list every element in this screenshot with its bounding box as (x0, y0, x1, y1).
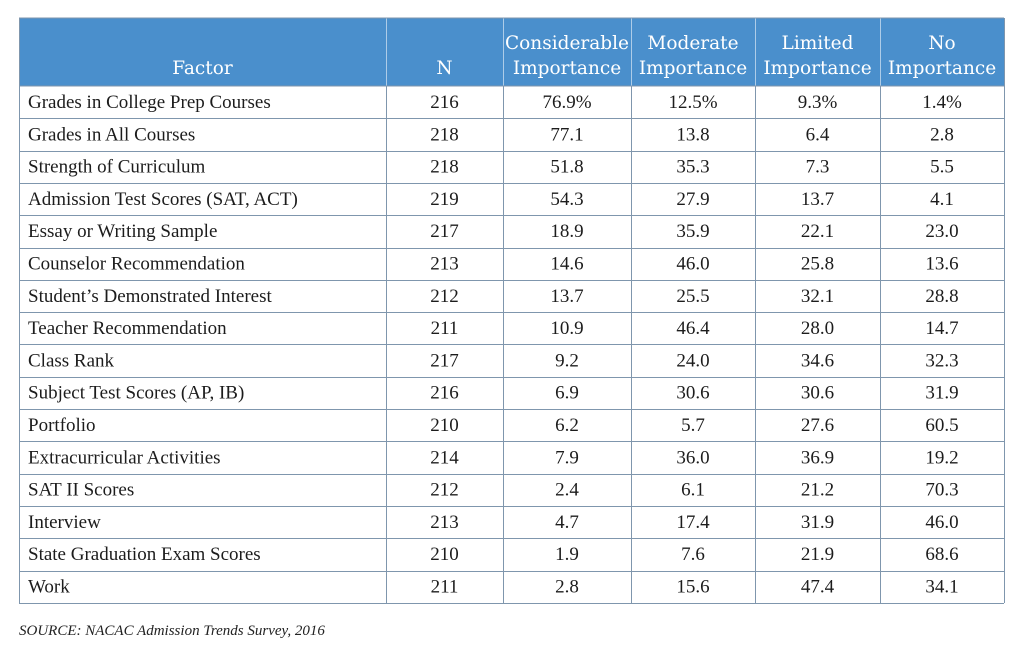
cell-n: 210 (430, 544, 459, 566)
factor-label: Interview (28, 511, 101, 533)
factor-label: Essay or Writing Sample (28, 221, 218, 243)
table-row (28, 480, 959, 501)
factor-label: Admission Test Scores (SAT, ACT) (28, 188, 298, 210)
cell-limited: 7.3 (805, 156, 830, 178)
cell-moderate: 15.6 (676, 576, 710, 598)
cell-considerable: 77.1 (550, 124, 584, 146)
column-header-moderate-line-1: Moderate (647, 33, 739, 54)
cell-n: 213 (430, 253, 459, 275)
cell-moderate: 36.0 (676, 447, 710, 469)
cell-moderate: 46.0 (676, 253, 710, 275)
cell-considerable: 9.2 (555, 350, 579, 372)
column-header-limited-line-1: Limited (781, 33, 854, 54)
factor-label: SAT II Scores (28, 479, 135, 501)
cell-none: 4.1 (930, 188, 954, 210)
column-header-considerable-line-2: Importance (512, 58, 622, 79)
cell-limited: 30.6 (800, 382, 835, 404)
cell-none: 5.5 (930, 156, 954, 178)
table-row (28, 157, 954, 178)
cell-moderate: 35.9 (676, 221, 710, 243)
cell-none: 60.5 (925, 415, 959, 436)
cell-limited: 9.3% (797, 92, 838, 113)
cell-none: 46.0 (925, 511, 959, 533)
cell-moderate: 5.7 (681, 415, 705, 436)
cell-considerable: 6.2 (555, 415, 579, 436)
cell-limited: 36.9 (800, 447, 835, 469)
table-row (28, 415, 959, 436)
factor-label: Strength of Curriculum (28, 156, 206, 178)
column-header-none-line-2: Importance (887, 58, 997, 79)
cell-n: 214 (430, 447, 459, 469)
cell-n: 210 (430, 415, 459, 436)
cell-none: 68.6 (925, 544, 959, 566)
cell-moderate: 7.6 (681, 544, 705, 566)
cell-considerable: 10.9 (550, 318, 584, 340)
cell-considerable: 6.9 (555, 382, 579, 404)
column-header-considerable-line-1: Considerable (505, 33, 629, 54)
cell-moderate: 6.1 (681, 479, 705, 501)
factor-label: Grades in College Prep Courses (28, 92, 271, 113)
cell-considerable: 14.6 (550, 253, 584, 275)
factor-label: State Graduation Exam Scores (28, 544, 261, 566)
cell-limited: 47.4 (800, 576, 835, 598)
cell-limited: 32.1 (800, 285, 835, 307)
cell-limited: 31.9 (800, 511, 835, 533)
cell-none: 23.0 (925, 221, 959, 243)
cell-limited: 25.8 (800, 253, 835, 275)
table-row (28, 350, 959, 371)
factor-label: Teacher Recommendation (28, 318, 227, 340)
table-row (28, 124, 954, 145)
column-header-n: N (436, 58, 453, 79)
table-row (28, 286, 959, 307)
factor-label: Counselor Recommendation (28, 253, 245, 275)
cell-considerable: 2.4 (555, 479, 579, 501)
cell-limited: 34.6 (800, 350, 835, 372)
cell-limited: 21.9 (800, 544, 835, 566)
cell-limited: 21.2 (800, 479, 835, 501)
cell-none: 13.6 (925, 253, 959, 275)
cell-n: 217 (430, 350, 459, 372)
cell-moderate: 30.6 (676, 382, 710, 404)
table-row (28, 447, 959, 468)
factor-label: Subject Test Scores (AP, IB) (28, 382, 245, 404)
cell-none: 1.4% (922, 92, 962, 113)
factor-label: Grades in All Courses (28, 124, 196, 146)
cell-moderate: 27.9 (676, 188, 710, 210)
table-row (28, 221, 959, 242)
cell-n: 216 (430, 92, 459, 113)
cell-moderate: 46.4 (676, 318, 710, 340)
cell-limited: 22.1 (800, 221, 835, 243)
cell-none: 31.9 (925, 382, 959, 404)
cell-none: 2.8 (930, 124, 954, 146)
cell-limited: 6.4 (805, 124, 830, 146)
cell-n: 213 (430, 511, 459, 533)
cell-limited: 13.7 (800, 188, 835, 210)
source-note: SOURCE: NACAC Admission Trends Survey, 2016 (19, 623, 325, 639)
factor-label: Class Rank (28, 350, 115, 372)
cell-considerable: 51.8 (550, 156, 584, 178)
cell-considerable: 18.9 (550, 221, 584, 243)
cell-moderate: 12.5% (668, 92, 718, 113)
cell-considerable: 7.9 (555, 447, 579, 469)
cell-n: 218 (430, 156, 459, 178)
cell-n: 212 (430, 479, 459, 501)
table-row (28, 318, 959, 339)
cell-none: 70.3 (925, 479, 959, 501)
cell-n: 219 (430, 188, 459, 210)
cell-limited: 27.6 (800, 415, 835, 436)
cell-considerable: 13.7 (550, 285, 584, 307)
factor-label: Extracurricular Activities (28, 447, 221, 469)
cell-none: 14.7 (925, 318, 959, 340)
cell-n: 211 (430, 576, 459, 598)
table-row (28, 254, 959, 275)
factor-label: Student’s Demonstrated Interest (28, 285, 272, 307)
column-header-moderate-line-2: Importance (638, 58, 748, 79)
cell-n: 211 (430, 318, 459, 340)
cell-considerable: 54.3 (550, 188, 584, 210)
table-row (28, 383, 959, 404)
cell-considerable: 2.8 (555, 576, 579, 598)
factor-label: Work (28, 576, 70, 598)
column-header-limited-line-2: Importance (763, 58, 872, 79)
cell-considerable: 1.9 (555, 544, 579, 566)
cell-moderate: 24.0 (676, 350, 710, 372)
cell-none: 34.1 (925, 576, 959, 598)
cell-n: 216 (430, 382, 459, 404)
cell-none: 32.3 (925, 350, 959, 372)
column-header-factor: Factor (172, 58, 233, 79)
cell-n: 212 (430, 285, 459, 307)
cell-moderate: 35.3 (676, 156, 710, 178)
cell-n: 218 (430, 124, 459, 146)
cell-moderate: 13.8 (676, 124, 710, 146)
cell-limited: 28.0 (800, 318, 835, 340)
cell-considerable: 4.7 (555, 511, 579, 533)
table-row (28, 544, 959, 565)
table-row (28, 189, 954, 210)
cell-moderate: 25.5 (676, 285, 710, 307)
table-row (28, 92, 962, 113)
table-row (28, 512, 959, 533)
table-row (28, 577, 959, 598)
cell-none: 19.2 (925, 447, 959, 469)
column-header-none-line-1: No (928, 33, 956, 54)
cell-considerable: 76.9% (542, 92, 592, 113)
cell-n: 217 (430, 221, 459, 243)
cell-none: 28.8 (925, 285, 959, 307)
cell-moderate: 17.4 (676, 511, 710, 533)
factor-label: Portfolio (28, 415, 96, 436)
